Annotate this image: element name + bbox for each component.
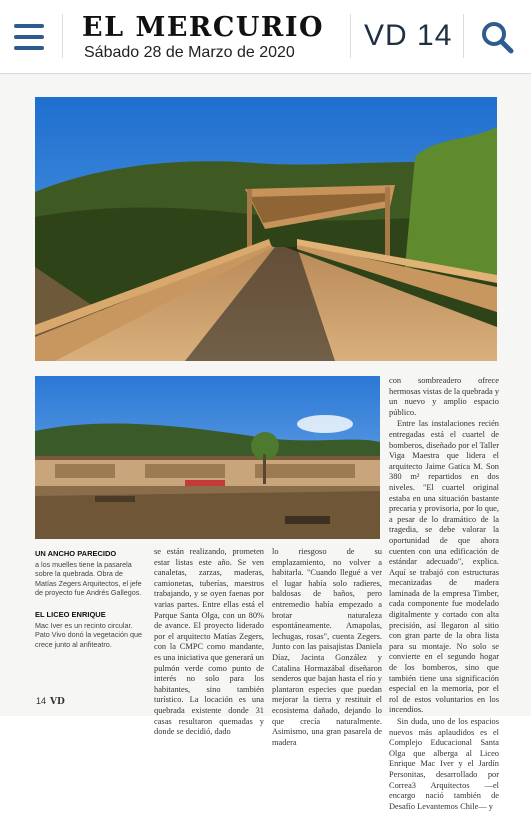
section-mark: VD: [50, 697, 65, 707]
article-paragraph: lo riesgoso de su emplazamiento, no volver a habitarla. "Cuando llegué a ver el lugar había solo radieres, baldosas de baños, pero entremedio había empezado a brotar naturaleza espontáneamente. Amapolas, lechugas, rosas", cuenta Zegers. Junto con las paisajistas Daniela Díaz, Jacinta González y Catalina Hormazábal diseñaron senderos que bajan hasta el río y plantaron especies que puedan mejorar la tierra y restituir el ecosistema dañado, dejando lo que crecía naturalmente. Asimismo, una gran pasarela de madera: [272, 547, 382, 747]
article-paragraph: se están realizando, prometen estar listas este año. Se ven canaletas, zarzas, maderas, camionetas, tuberías, maestros trabajando, y se oyen faenas por varias partes. Entre ellas está el Parque Santa Olga, con un 80% de avance. El proyecto liderado por el arquitecto Matías Zegers, con la CMPC como mandante, es una iniciativa que generará un pulmón verde como punto de interés no solo para los habitantes, sino también turístico. La locación es una quebrada existente donde 31 casas resultaron quemadas y donde se decidió, dado: [154, 547, 264, 737]
article-paragraph: Entre las instalaciones recién entregadas está el cuartel de bomberos, diseñado por el Taller Viga Maestra que lidera el arquitecto Jaime Gatica M. Son 380 m² repartidos en dos niveles. "El cuartel original estaba en una situación bastante precaria y provisoria, por lo que, a pesar de lo dramático de la tragedia, se debe valorar la oportunidad de que ahora cuenten con una edificación de estándar adecuado", explica. Aquí se trabajó con estructuras mecanizadas de madera laminada de la empresa Timber, cada componente fue modelado digitalmente y cortado con alta precisión, así llegaron al sitio con gran parte de la obra lista para su montaje. No solo se convierte en el segundo hogar de los bomberos, sino que también tiene una significación especial en la memoria, por el rol de estos voluntarios en los incendios.: [389, 419, 499, 715]
header-divider: [350, 14, 351, 58]
article-column: [389, 376, 499, 813]
hamburger-menu-icon[interactable]: [14, 24, 46, 50]
app-header: [0, 0, 531, 74]
page-code: VD 14: [364, 19, 453, 52]
header-divider: [62, 14, 63, 58]
newspaper-masthead: EL MERCURIO: [82, 12, 324, 43]
photo-caption: a los muelles tiene la pasarela sobre la quebrada. Obra de Matías Zegers Arquitectos, el jefe de proyecto fue Andrés Gallegos.: [35, 559, 142, 598]
school-photo: [35, 376, 380, 539]
page-number: 14: [36, 696, 47, 706]
article-paragraph: con sombreadero ofrece hermosas vistas de la quebrada y un nuevo y amplio espacio público.: [389, 376, 500, 417]
search-icon[interactable]: [480, 20, 514, 54]
caption-heading: EL LICEO ENRIQUE: [35, 609, 106, 619]
caption-column: [35, 547, 145, 661]
article-column: [272, 547, 382, 749]
photo-caption: Mac Iver es un recinto circular. Pato Vivo donó la vegetación que crece junto al anfiteatro.: [35, 620, 142, 649]
bridge-photo: [35, 97, 497, 361]
caption-heading: UN ANCHO PARECIDO: [35, 549, 117, 558]
article-paragraph: Sin duda, uno de los espacios nuevos más aplaudidos es el Complejo Educacional Santa Olga que alberga al Liceo Enrique Mac Iver y el Jardín Personitas, desarrollado por Correa3 Arquitectos —el encargo nació también de Desafío Levantemos Chile— y: [389, 717, 499, 811]
edition-date: Sábado 28 de Marzo de 2020: [84, 44, 295, 61]
newspaper-page[interactable]: [0, 75, 531, 811]
article-column: [154, 547, 264, 739]
header-divider: [463, 14, 464, 58]
page-folio: [36, 696, 65, 707]
